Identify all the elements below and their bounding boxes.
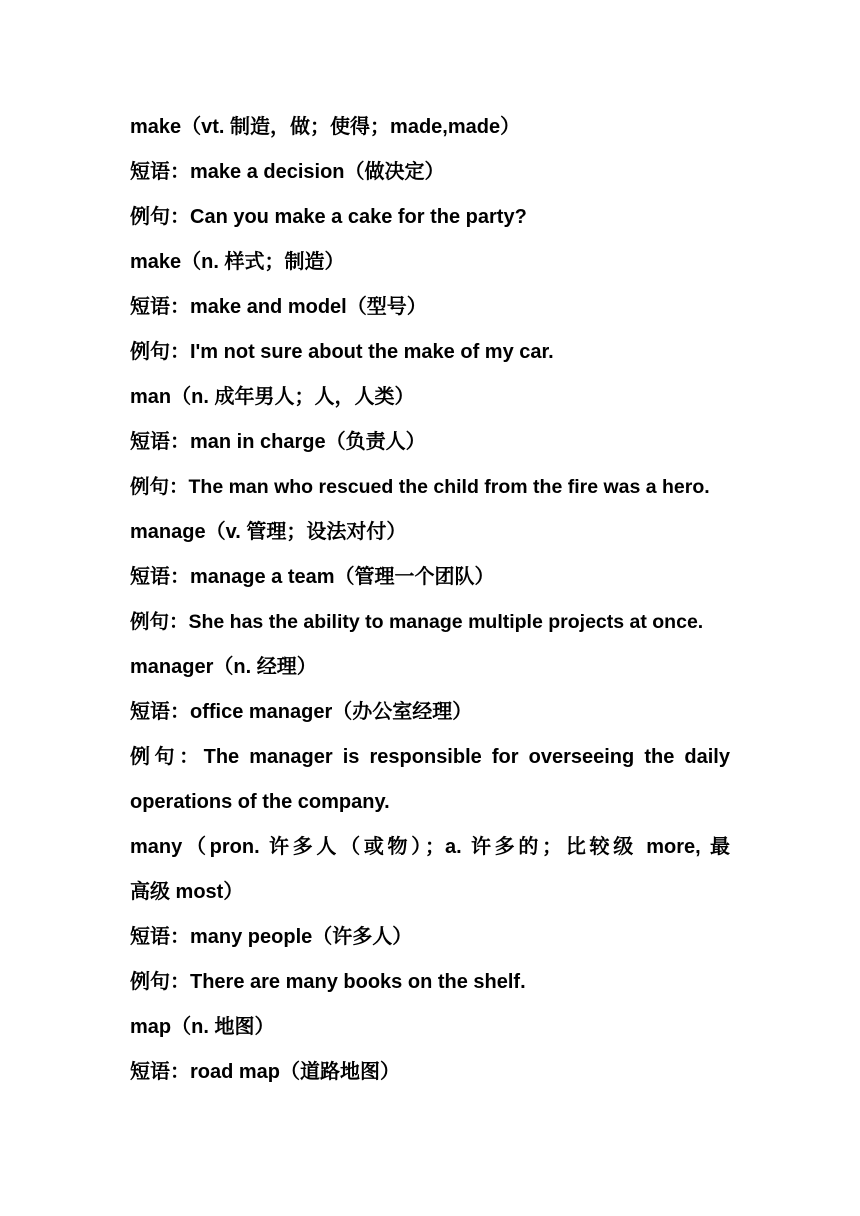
- example-line: 例句：The manager is responsible for overseeing the daily: [130, 746, 730, 768]
- example-line-continued: operations of the company.: [130, 791, 390, 813]
- example-line: 例句：The man who rescued the child from the fire was a hero.: [130, 476, 710, 498]
- example-line: 例句：I'm not sure about the make of my car.: [130, 341, 554, 363]
- phrase-line: 短语：make a decision（做决定）: [130, 161, 445, 183]
- phrase-line: 短语：office manager（办公室经理）: [130, 701, 473, 723]
- phrase-line: 短语：make and model（型号）: [130, 296, 427, 318]
- entry-headword-manage: manage（v. 管理；设法对付）: [130, 521, 407, 543]
- phrase-line: 短语：manage a team（管理一个团队）: [130, 566, 495, 588]
- entry-headword-map: map（n. 地图）: [130, 1016, 275, 1038]
- entry-headword-many: many（pron. 许多人（或物）；a. 许多的；比较级 more, 最: [130, 836, 730, 858]
- entry-headword-make-n: make（n. 样式；制造）: [130, 251, 345, 273]
- document-body: [130, 105, 730, 1095]
- entry-headword-manager: manager（n. 经理）: [130, 656, 317, 678]
- example-line: 例句：She has the ability to manage multiple projects at once.: [130, 611, 704, 633]
- entry-headword-many-continued: 高级 most）: [130, 881, 244, 903]
- phrase-line: 短语：road map（道路地图）: [130, 1061, 401, 1083]
- entry-headword-man: man（n. 成年男人；人，人类）: [130, 386, 415, 408]
- phrase-line: 短语：man in charge（负责人）: [130, 431, 426, 453]
- phrase-line: 短语：many people（许多人）: [130, 926, 413, 948]
- example-line: 例句：Can you make a cake for the party?: [130, 206, 527, 228]
- entry-headword-make-vt: make（vt. 制造，做；使得；made,made）: [130, 116, 521, 138]
- example-line: 例句：There are many books on the shelf.: [130, 971, 526, 993]
